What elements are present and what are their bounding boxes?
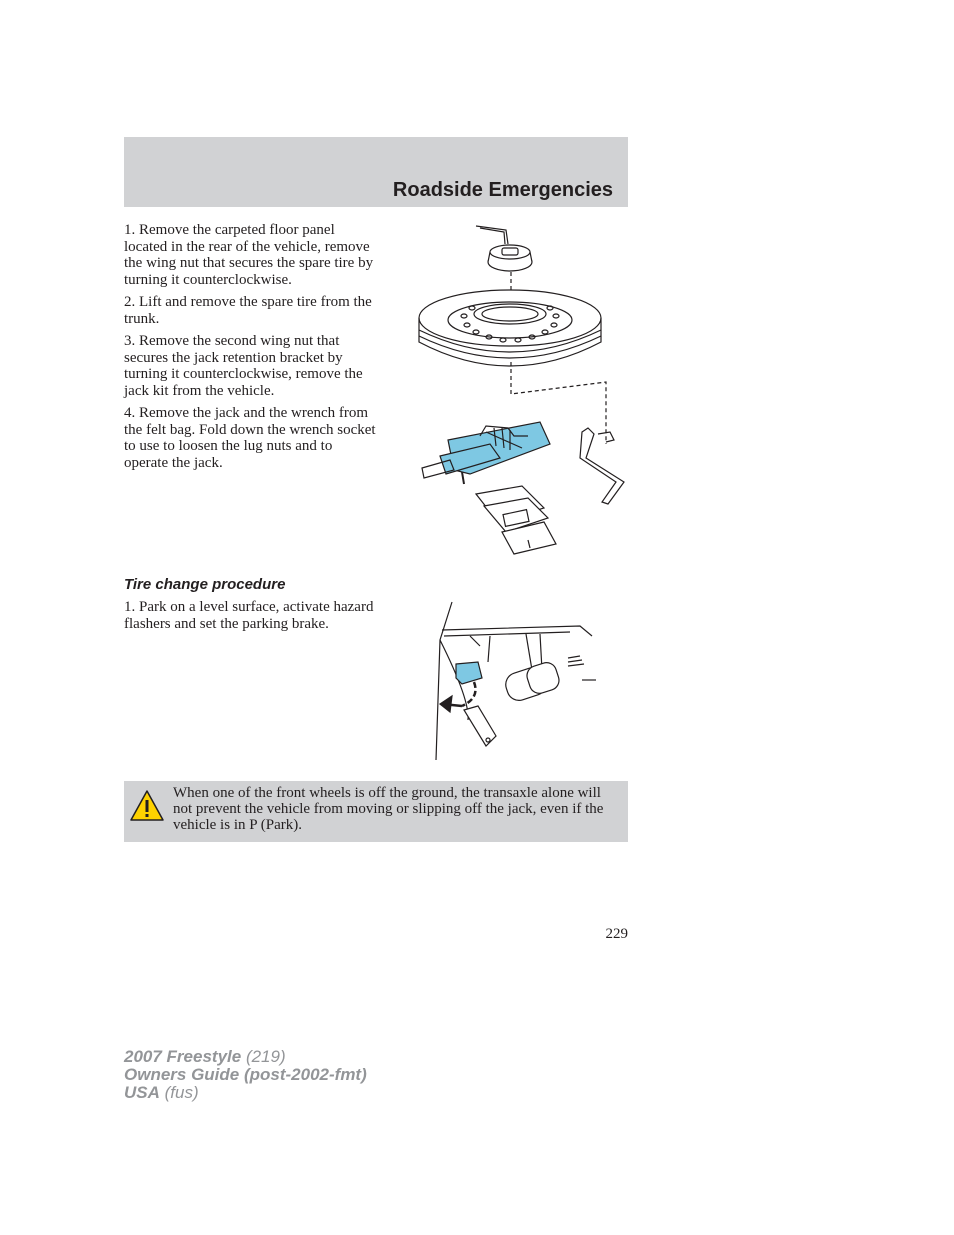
step-3: 3. Remove the second wing nut that secures the jack retention bracket by turning it counterclockwise, remove the jack kit from the vehicle.	[124, 333, 363, 399]
step-4: 4. Remove the jack and the wrench from the felt bag. Fold down the wrench socket to use to loosen the lug nuts and to operate the jack.	[124, 405, 376, 471]
page-number: 229	[605, 926, 628, 942]
section-header-band	[124, 137, 628, 207]
footer-market: USA	[124, 1083, 160, 1102]
warning-callout	[124, 781, 628, 842]
footer-line-market	[124, 1084, 367, 1102]
section-title: Roadside Emergencies	[392, 179, 613, 201]
footer-guide: Owners Guide (post-2002-fmt)	[124, 1065, 367, 1084]
footer-line-guide	[124, 1066, 367, 1084]
footer-model-code: (219)	[245, 1047, 286, 1066]
spare-tire-jack-illustration	[410, 222, 634, 556]
procedure-heading: Tire change procedure	[124, 576, 286, 593]
warning-triangle-icon	[129, 789, 165, 823]
procedure-step-1: 1. Park on a level surface, activate hazard flashers and set the parking brake.	[124, 599, 374, 632]
parking-brake-illustration	[430, 600, 600, 764]
step-2: 2. Lift and remove the spare tire from the trunk.	[124, 294, 372, 327]
footer-line-model	[124, 1048, 367, 1066]
jack-removal-steps	[124, 222, 376, 477]
warning-text: When one of the front wheels is off the ground, the transaxle alone will not prevent the vehicle from moving or slipping off the jack, even if the vehicle is in P (Park).	[173, 785, 604, 833]
step-1: 1. Remove the carpeted floor panel located in the rear of the vehicle, remove the wing nut that secures the spare tire by turning it counterclockwise.	[124, 222, 374, 288]
document-footer	[124, 1048, 367, 1102]
footer-model: 2007 Freestyle	[124, 1047, 242, 1066]
footer-market-code: (fus)	[164, 1083, 199, 1102]
